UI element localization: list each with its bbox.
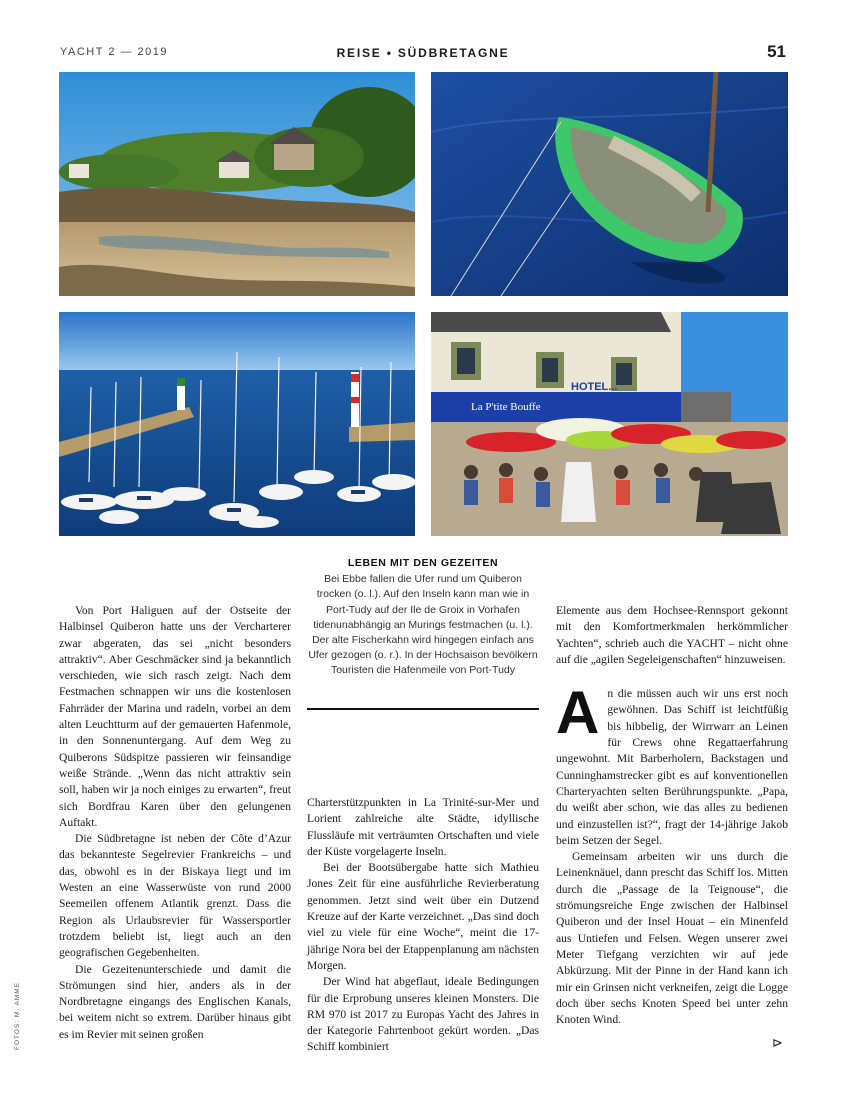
caption-title: LEBEN MIT DEN GEZEITEN xyxy=(347,557,499,569)
paragraph-text: n die müssen auch wir uns erst noch gewöhnen. Das Schiff ist leichtfüßig bis hibbelig, der Wirrwarr an Leinen für Crews ohne Regattaerfahrung ungewohnt. Mit Barberholern, Backstagen und Cunninghamstrecker gibt es auf konventionellen Charteryachten selten Berührungspunkte. „Papa, du weißt aber schon, wie das alles zu bedienen und einzustellen ist?“, fragt der 14-jährige Jakob beim Setzen der Segel. xyxy=(556,687,788,847)
page-number: 51 xyxy=(767,42,786,61)
photo-quiberon-low-tide xyxy=(59,72,415,296)
paragraph: Die Gezeitenunterschiede und damit die Strömungen sind hier, anders als in der Nordbretagne eingangs des Englischen Kanals, bei weitem nicht so extrem. Darüber hinaus gibt es im Revier mit seinen großen xyxy=(59,962,291,1041)
article-column-1 xyxy=(59,603,291,1043)
caption-divider xyxy=(307,708,539,710)
photo-caption xyxy=(307,556,539,679)
photo-harbour-port-tudy xyxy=(59,312,415,536)
section-title: REISE • SÜDBRETAGNE xyxy=(336,46,510,60)
paragraph: Die Südbretagne ist neben der Côte d’Azur das bekannteste Segelrevier Frankreichs – und das, obwohl es in der Biskaya liegt und im Westen an eine Wasserwüste von rund 2000 Seemeilen offenem Atlantik grenzt. Dass die Region als Urlaubsrevier für Wassersportler trotzdem beliebt ist, liegt auch an den geografischen Gegebenheiten. xyxy=(59,832,291,960)
paragraph-with-dropcap xyxy=(556,679,788,849)
restaurant-sign: La P'tite Bouffe xyxy=(471,401,541,413)
photo-green-fishing-boat xyxy=(431,72,788,296)
caption-text: Bei Ebbe fallen die Ufer rund um Quiberon trocken (o. l.). Auf den Inseln kann man wie in Port-Tudy auf der Ile de Groix in Vorhafen tidenunabhängig an Murings festmachen (u. l.). Der alte Fischerkahn wird hingegen einfach ans Ufer gezogen (o. r.). In der Hochsaison bevölkern Touristen die Hafenmeile von Port-Tudy xyxy=(308,573,538,677)
paragraph: Gemeinsam arbeiten wir uns durch die Leinenknäuel, dann prescht das Schiff los. Mitten durch die „Passage de la Teignouse“, die strömungsreiche Enge zwischen der Halbinsel Quiberon und der Insel Houat – ein Minenfeld aus Untiefen und Felsen. Wegen unserer zwei Meter Tiefgang verzichten wir auf jede Abkürzung. Mit der Pinne in der Hand kann ich mir ein Grinsen nicht verkneifen, zeigt die Logge doch über sechs Knoten Speed bei unter zehn Knoten Wind. xyxy=(556,850,788,1027)
photo-cafe-terrace xyxy=(431,312,788,536)
paragraph: Bei der Bootsübergabe hatte sich Mathieu Jones Zeit für eine ausführliche Revierberatung genommen. Jetzt sind weit über ein Dutzend Kreuze auf der Karte verzeichnet. „Das sind doch viel zu viele für eine Woche“, meint die 17-jährige Nora bei der Etappenplanung am nächsten Morgen. xyxy=(307,861,539,972)
paragraph: Der Wind hat abgeflaut, ideale Bedingungen für die Erprobung unseres kleinen Monsters. Die RM 970 ist 2017 zu Europas Yacht des Jahres in der Kategorie Fahrtenboot gekürt worden. „Das Schiff kombiniert xyxy=(307,975,539,1054)
paragraph: Elemente aus dem Hochsee-Rennsport gekonnt mit den Komfortmerkmalen herkömmlicher Yachten“, schrieb auch die YACHT – nicht ohne auf die „agilen Segeleigenschaften“ hinzuweisen. xyxy=(556,604,788,666)
paragraph: Charterstützpunkten in La Trinité-sur-Mer und Lorient zahlreiche alte Städte, idyllische Flussläufe mit verträumten Ortschaften und viele der Küste vorgelagerte Inseln. xyxy=(307,796,539,858)
article-column-3 xyxy=(556,603,788,1028)
continue-arrow-icon: ⊳ xyxy=(772,1036,783,1051)
photo-credit: FOTOS: M. AMME xyxy=(14,981,21,1050)
issue-label: YACHT 2 — 2019 xyxy=(60,46,169,58)
paragraph: Von Port Haliguen auf der Ostseite der Halbinsel Quiberon hatte uns der Vercharterer zwar abgeraten, das sei „nicht besonders attraktiv“. Aber Geschmäcker sind ja bekanntlich verschieden, wie sich rasch zeigt. Nach dem Festmachen schnappen wir uns die kostenlosen Fahrräder der Marina und radeln, vorbei an dem alten Leuchtturm auf der gemauerten Hafenmole, in den Sonnenuntergang. Auf dem Weg zu Quiberons Südspitze passieren wir feinsandige weiße Strände. „Wenn das nicht attraktiv sein soll, haben wir ja noch einiges zu erwarten“, freut sich Bordfrau Karen über den gelungenen Auftakt. xyxy=(59,604,291,829)
hotel-sign: HOTEL... xyxy=(571,381,618,393)
drop-cap: A xyxy=(556,679,600,747)
article-column-2 xyxy=(307,795,539,1056)
